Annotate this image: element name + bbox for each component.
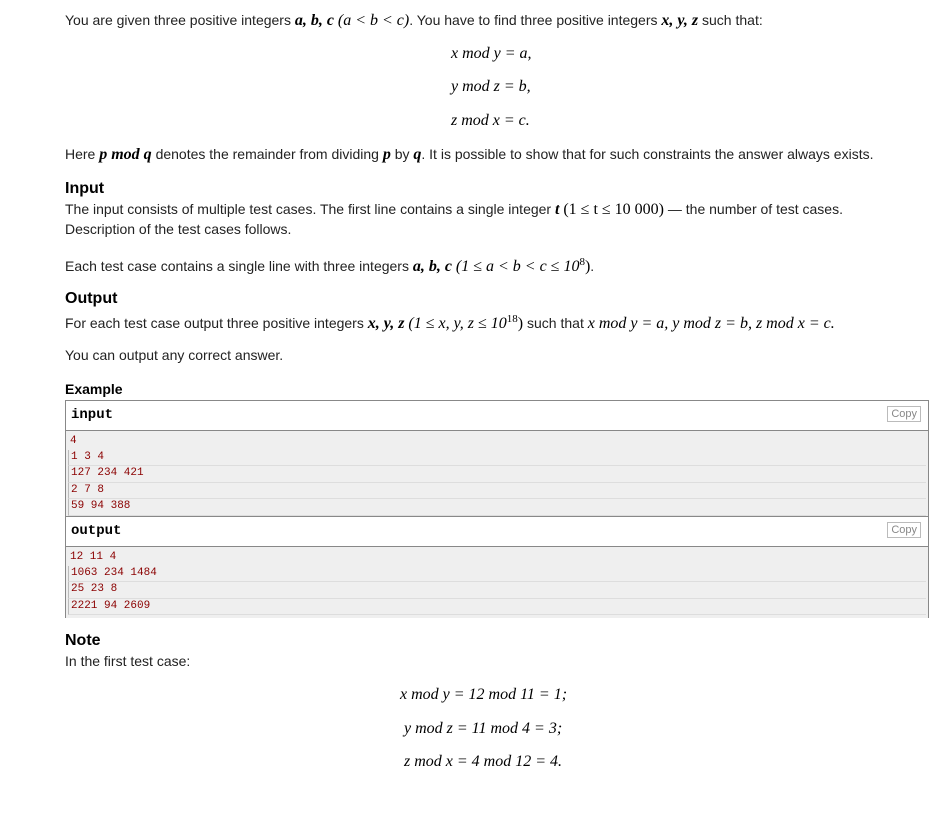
input-line: 1 3 4 — [68, 450, 926, 467]
here-text-4: . It is possible to show that for such constraints the answer always exists. — [421, 146, 874, 162]
copy-output-button[interactable]: Copy — [887, 522, 921, 538]
equation-3: z mod x = c. — [451, 112, 530, 129]
input-box — [65, 400, 929, 517]
output-p1-vars: x, y, z — [367, 315, 405, 332]
input-p1-text: The input consists of multiple test cases. The first line contains a single integer — [65, 201, 555, 217]
output-p1-exp: 18 — [506, 313, 518, 325]
here-text-2: denotes the remainder from dividing — [151, 146, 383, 162]
intro-text: You are given three positive integers — [65, 12, 295, 28]
input-box-body — [66, 431, 928, 519]
input-p2-paren: ) — [584, 258, 591, 275]
equation-2: y mod z = b, — [451, 78, 531, 95]
here-text-3: by — [390, 146, 414, 162]
intro-condition: (a < b < c) — [337, 12, 410, 29]
input-line: 127 234 421 — [68, 466, 926, 483]
output-p1-eqs: x mod y = a, y mod z = b, z mod x = c. — [587, 315, 835, 332]
input-heading: Input — [65, 180, 105, 197]
note-heading: Note — [65, 632, 101, 649]
input-p1-cond: (1 ≤ t ≤ 10 000) — [563, 201, 665, 218]
output-line: 1063 234 1484 — [68, 566, 926, 583]
input-p2-text: Each test case contains a single line with three integers — [65, 258, 413, 274]
example-heading: Example — [65, 381, 123, 397]
input-paragraph-1b: Description of the test cases follows. — [65, 221, 292, 237]
output-box-header — [66, 517, 928, 547]
input-paragraph-2 — [65, 256, 594, 276]
output-box-body — [66, 547, 928, 618]
input-p1-t: t — [555, 201, 560, 218]
output-paragraph-1 — [65, 313, 835, 333]
intro-vars: a, b, c — [294, 12, 334, 29]
input-line: 2 7 8 — [68, 483, 926, 500]
statement-here — [65, 146, 873, 164]
output-p1-text: For each test case output three positive integers — [65, 315, 368, 331]
note-text: In the first test case: — [65, 653, 191, 669]
output-line: 2221 94 2609 — [68, 599, 926, 616]
here-q: q — [413, 146, 422, 163]
output-paragraph-2: You can output any correct answer. — [65, 347, 284, 363]
output-line: 25 23 8 — [68, 582, 926, 599]
intro-text-2: . You have to find three positive integers — [409, 12, 662, 28]
here-p: p — [382, 146, 391, 163]
input-p2-exp: 8 — [579, 256, 585, 268]
output-box-label: output — [71, 523, 122, 539]
input-line: 4 — [70, 435, 77, 447]
output-box — [65, 516, 929, 618]
note-equation-1: x mod y = 12 mod 11 = 1; — [400, 686, 568, 703]
output-line: 12 11 4 — [70, 551, 117, 563]
input-box-label: input — [71, 407, 114, 423]
output-p1-text-2: such that — [523, 315, 588, 331]
input-box-header — [66, 401, 928, 431]
here-text: Here — [65, 146, 100, 162]
equation-1: x mod y = a, — [451, 45, 532, 62]
intro-xyz: x, y, z — [661, 12, 699, 29]
here-expr: p mod q — [99, 146, 152, 163]
input-p2-cond: (1 ≤ a < b < c ≤ 10 — [455, 258, 580, 275]
statement-intro — [65, 12, 763, 30]
note-equation-3: z mod x = 4 mod 12 = 4. — [404, 753, 563, 770]
input-p2-vars: a, b, c — [412, 258, 452, 275]
input-paragraph-1 — [65, 201, 843, 219]
input-line: 59 94 388 — [68, 499, 926, 516]
output-p1-cond: (1 ≤ x, y, z ≤ 10 — [408, 315, 507, 332]
output-heading: Output — [65, 290, 118, 307]
copy-input-button[interactable]: Copy — [887, 406, 921, 422]
intro-text-3: such that: — [698, 12, 763, 28]
note-equation-2: y mod z = 11 mod 4 = 3; — [404, 720, 563, 737]
output-p1-paren: ) — [517, 315, 524, 332]
input-p1-text-2: — the number of test cases. — [664, 201, 843, 217]
input-p2-end: . — [590, 258, 595, 274]
